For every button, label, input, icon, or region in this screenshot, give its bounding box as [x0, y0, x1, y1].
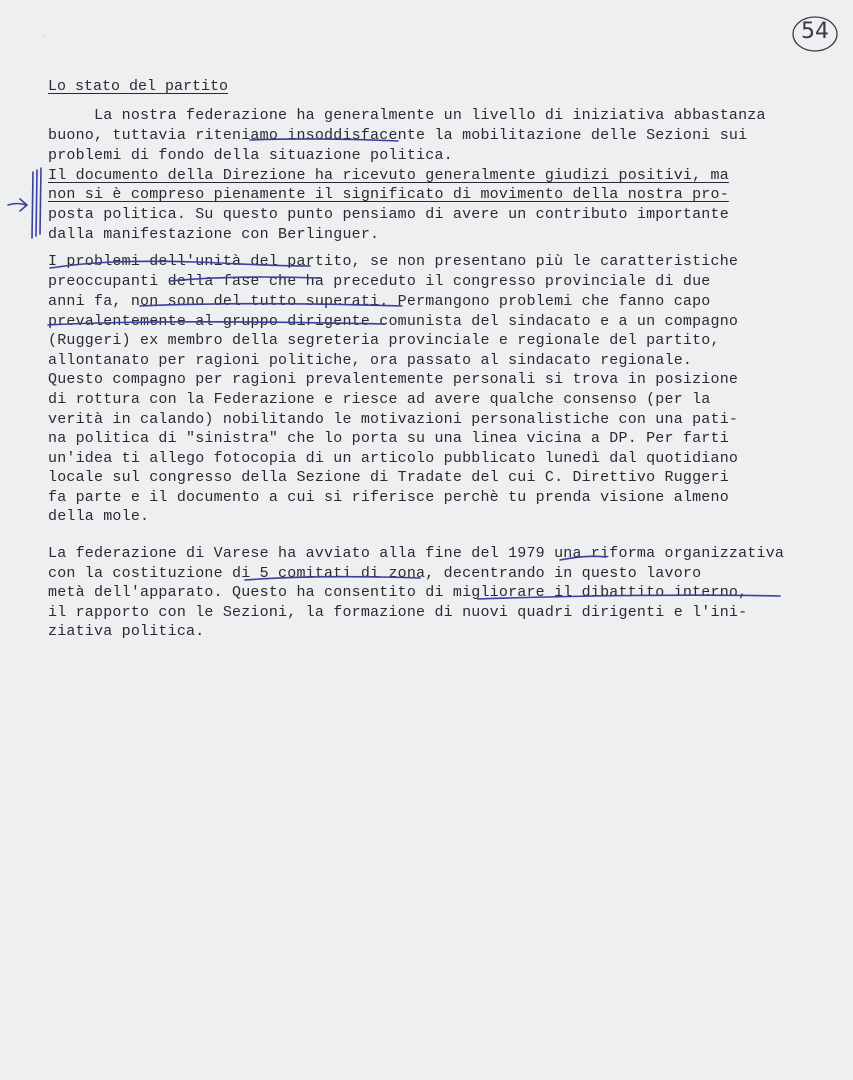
- text-line: (Ruggeri) ex membro della segreteria provinciale e regionale del partito,: [48, 332, 720, 349]
- margin-bar-mark: [36, 170, 37, 236]
- text-line: fa parte e il documento a cui si riferisce perchè tu prenda visione almeno: [48, 489, 729, 506]
- page-number-stamp: [790, 14, 840, 54]
- text-line: dalla manifestazione con Berlinguer.: [48, 226, 380, 243]
- text-line: anni fa, non sono del tutto superati. Permangono problemi che fanno capo: [48, 293, 711, 310]
- text-line: na politica di "sinistra" che lo porta su una linea vicina a DP. Per farti: [48, 430, 729, 447]
- scan-speck: .: [43, 31, 45, 38]
- text-line: La nostra federazione ha generalmente un livello di iniziativa abbastanza: [48, 107, 766, 124]
- margin-bar-mark: [40, 168, 41, 234]
- text-line: posta politica. Su questo punto pensiamo di avere un contributo importante: [48, 206, 729, 223]
- text-line: di rottura con la Federazione e riesce ad avere qualche consenso (per la: [48, 391, 711, 408]
- text-line: La federazione di Varese ha avviato alla fine del 1979 una riforma organizzativa: [48, 545, 785, 562]
- text-line: buono, tuttavia riteniamo insoddisfacente la mobilitazione delle Sezioni sui: [48, 127, 748, 144]
- page-number: 54: [801, 19, 829, 44]
- margin-arrow-icon: [8, 199, 27, 211]
- text-line: Questo compagno per ragioni prevalentemente personali si trova in posizione: [48, 371, 739, 388]
- text-line: locale sul congresso della Sezione di Tradate del cui C. Direttivo Ruggeri: [48, 469, 729, 486]
- text-line: I problemi dell'unità del partito, se non presentano più le caratteristiche: [48, 253, 739, 270]
- text-line-underlined: Il documento della Direzione ha ricevuto generalmente giudizi positivi, ma: [48, 167, 729, 184]
- text-line: ziativa politica.: [48, 623, 205, 640]
- text-line: il rapporto con le Sezioni, la formazione di nuovi quadri dirigenti e l'ini-: [48, 604, 748, 621]
- text-line: problemi di fondo della situazione politica.: [48, 147, 453, 164]
- text-line: della mole.: [48, 508, 150, 525]
- text-line: con la costituzione di 5 comitati di zona, decentrando in questo lavoro: [48, 565, 702, 582]
- text-line: prevalentemente al gruppo dirigente comunista del sindacato e a un compagno: [48, 313, 739, 330]
- text-line: preoccupanti della fase che ha preceduto il congresso provinciale di due: [48, 273, 711, 290]
- text-line: metà dell'apparato. Questo ha consentito di migliorare il dibattito interno,: [48, 584, 748, 601]
- text-line: allontanato per ragioni politiche, ora passato al sindacato regionale.: [48, 352, 693, 369]
- margin-bar-mark: [32, 172, 33, 238]
- section-heading: Lo stato del partito: [48, 78, 229, 95]
- text-line: un'idea ti allego fotocopia di un articolo pubblicato lunedì dal quotidiano: [48, 450, 739, 467]
- text-line-underlined: non si è compreso pienamente il significato di movimento della nostra pro-: [48, 186, 729, 203]
- text-line: verità in calando) nobilitando le motivazioni personalistiche con una pati-: [48, 411, 739, 428]
